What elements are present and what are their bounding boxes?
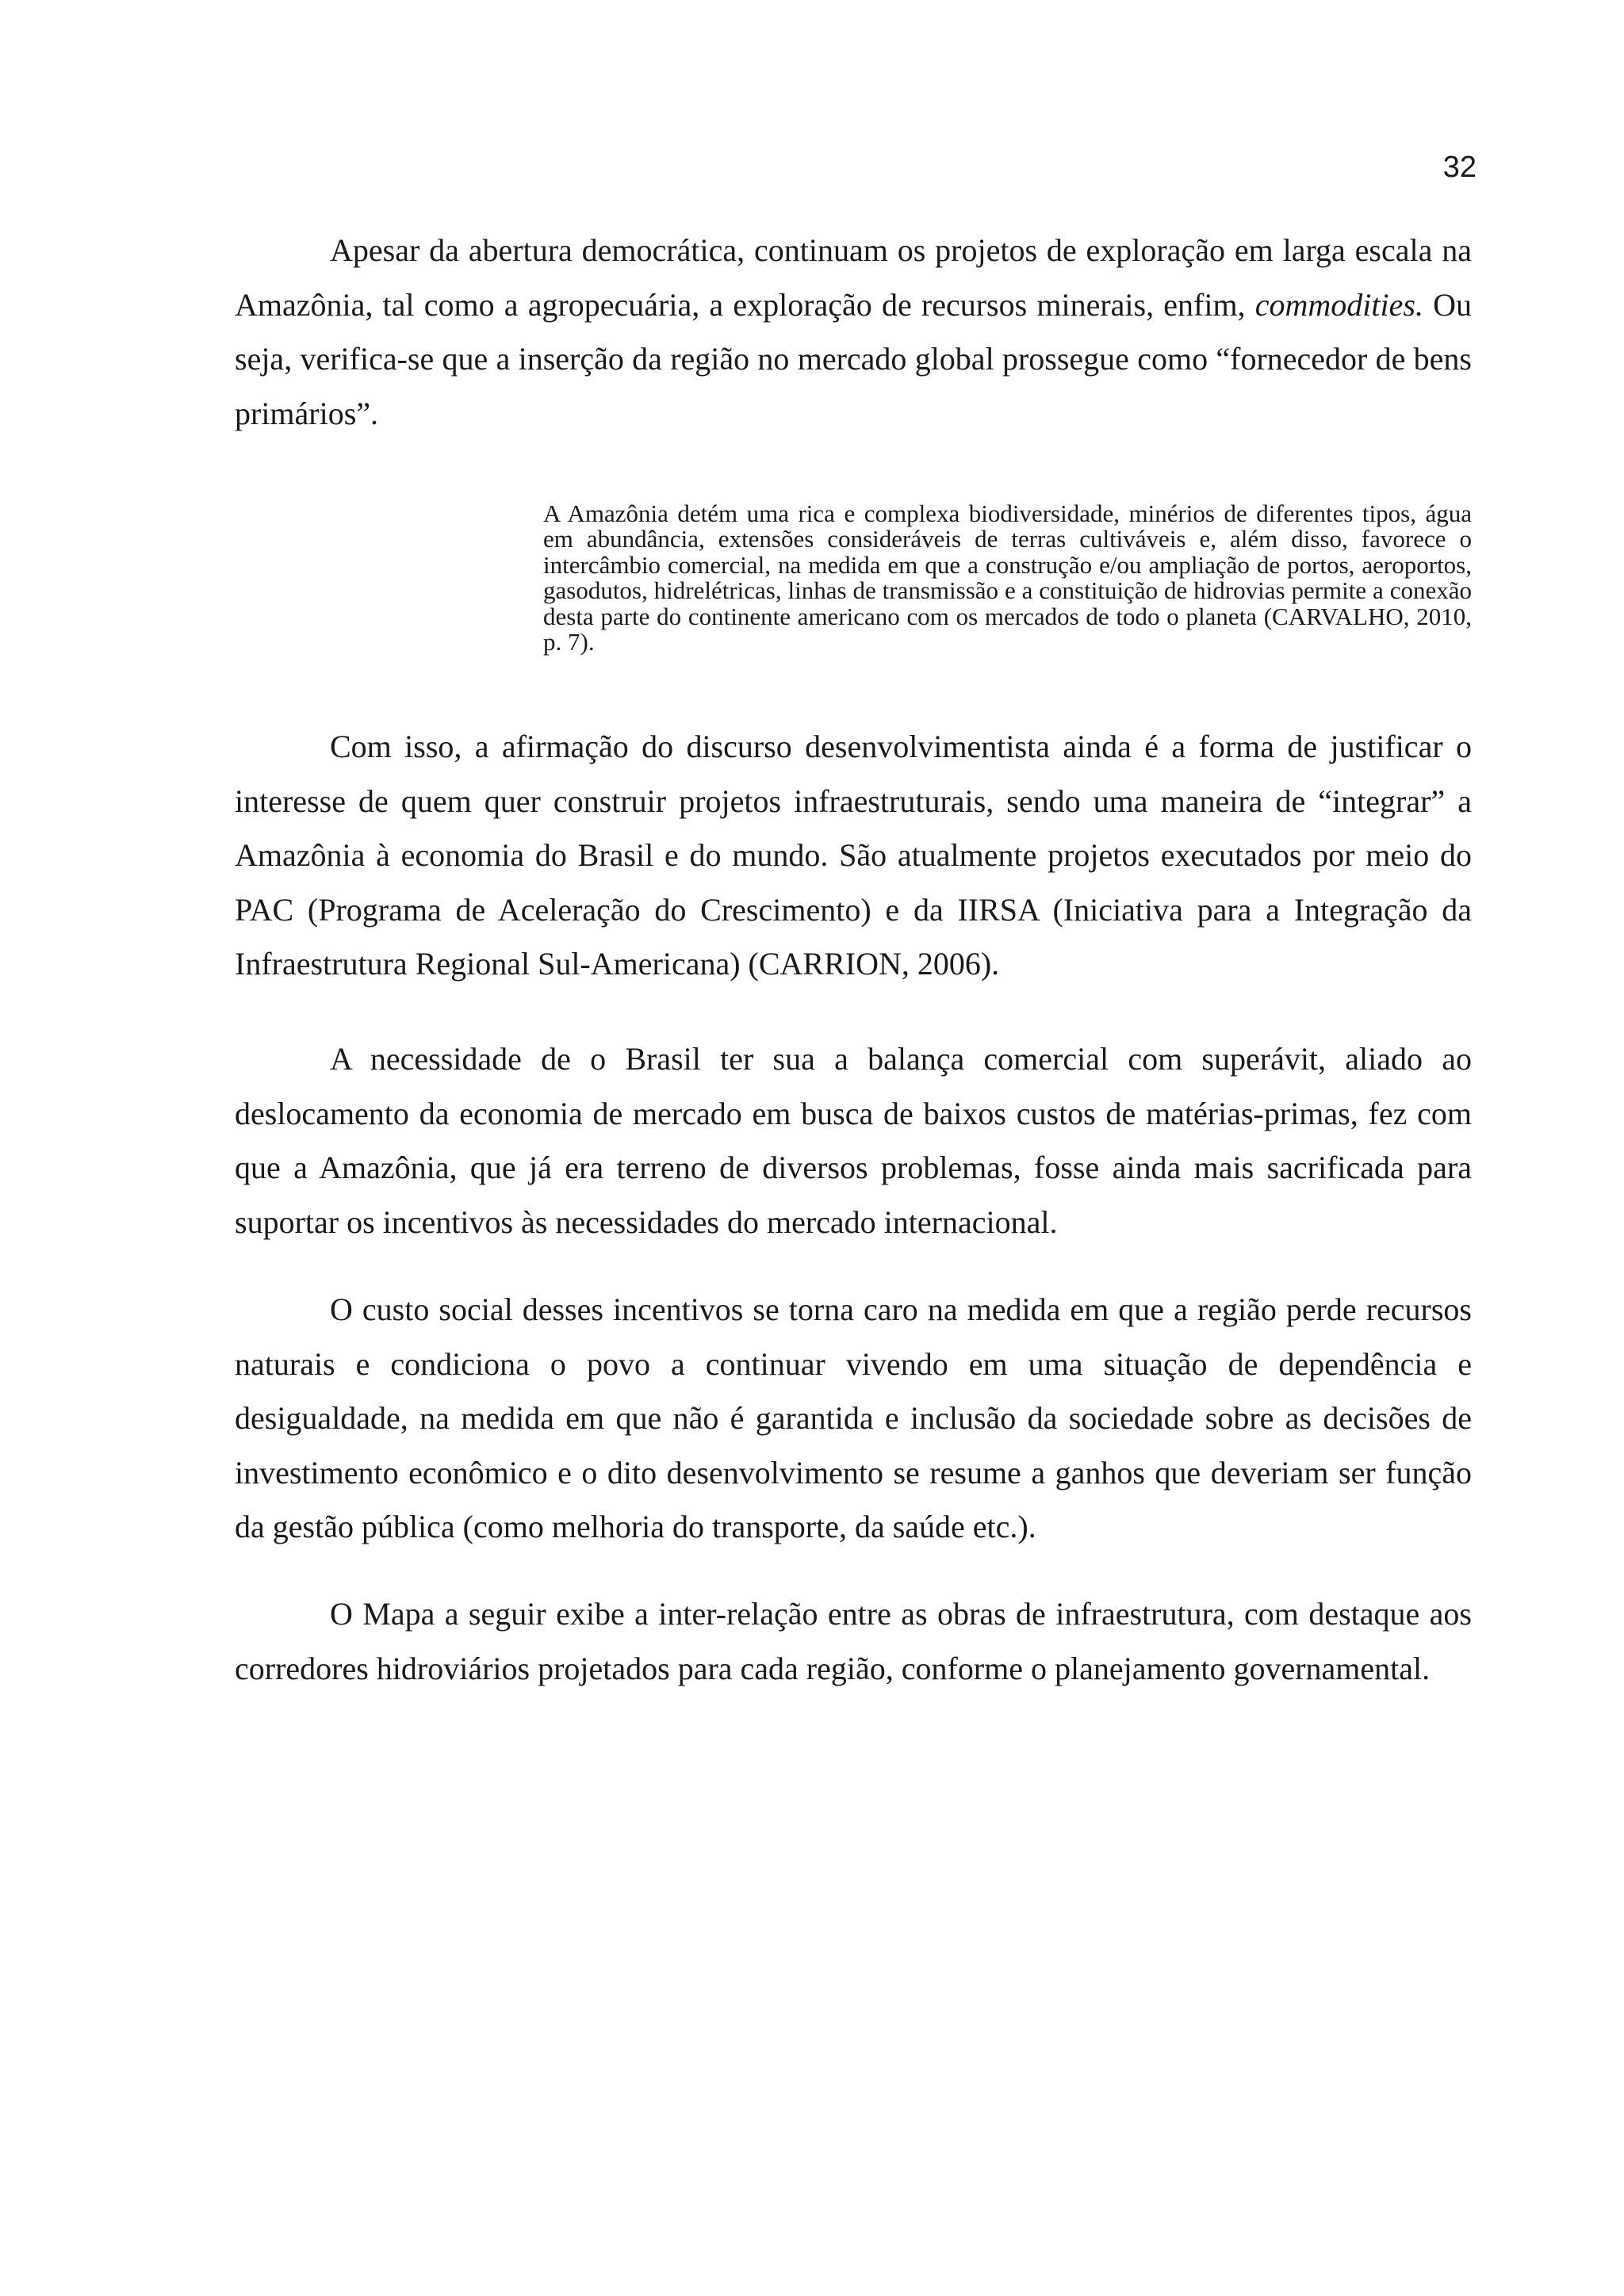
paragraph-1 <box>235 224 1472 441</box>
paragraph-3: A necessidade de o Brasil ter sua a balança comercial com superávit, aliado ao deslocamento da economia de mercado em busca de baixos custos de matérias-primas, fez com que a Amazônia, que já era terreno de diversos problemas, fosse ainda mais sacrificada para suportar os incentivos às necessidades do mercado internacional. <box>235 1041 1472 1240</box>
paragraph-5: O Mapa a seguir exibe a inter-relação entre as obras de infraestrutura, com destaque aos corredores hidroviários projetados para cada região, conforme o planejamento governamental. <box>235 1596 1472 1686</box>
paragraph-2: Com isso, a afirmação do discurso desenvolvimentista ainda é a forma de justificar o interesse de quem quer construir projetos infraestruturais, sendo uma maneira de “integrar” a Amazônia à economia do Brasil e do mundo. São atualmente projetos executados por meio do PAC (Programa de Aceleração do Crescimento) e da IIRSA (Iniciativa para a Integração da Infraestrutura Regional Sul-Americana) (CARRION, 2006). <box>235 729 1472 982</box>
paragraph-1-text: Apesar da abertura democrática, continuam os projetos de exploração em larga escala na Amazônia, tal como a agropecuária, a exploração de recursos minerais, enfim, <box>235 232 1472 323</box>
paragraph-1-italic-term: commodities. <box>1254 286 1423 323</box>
page-number: 32 <box>1442 151 1477 184</box>
block-quote: A Amazônia detém uma rica e complexa biodiversidade, minérios de diferentes tipos, água em abundância, extensões consideráveis de terras cultiváveis e, além disso, favorece o intercâmbio comercial, na medida em que a construção e/ou ampliação de portos, aeroportos, gasodutos, hidrelétricas, linhas de transmissão e a constituição de hidrovias permite a conexão desta parte do continente americano com os mercados de todo o planeta (CARVALHO, 2010, p. 7). <box>543 499 1472 656</box>
paragraph-1-text-continued: Ou seja, verifica-se que a inserção da região no mercado global prossegue como “fornecedor de bens primários”. <box>235 286 1473 431</box>
paragraph-4: O custo social desses incentivos se torna caro na medida em que a região perde recursos naturais e condiciona o povo a continuar vivendo em uma situação de dependência e desigualdade, na medida em que não é garantida e inclusão da sociedade sobre as decisões de investimento econômico e o dito desenvolvimento se resume a ganhos que deveriam ser função da gestão pública (como melhoria do transporte, da saúde etc.). <box>235 1292 1472 1544</box>
